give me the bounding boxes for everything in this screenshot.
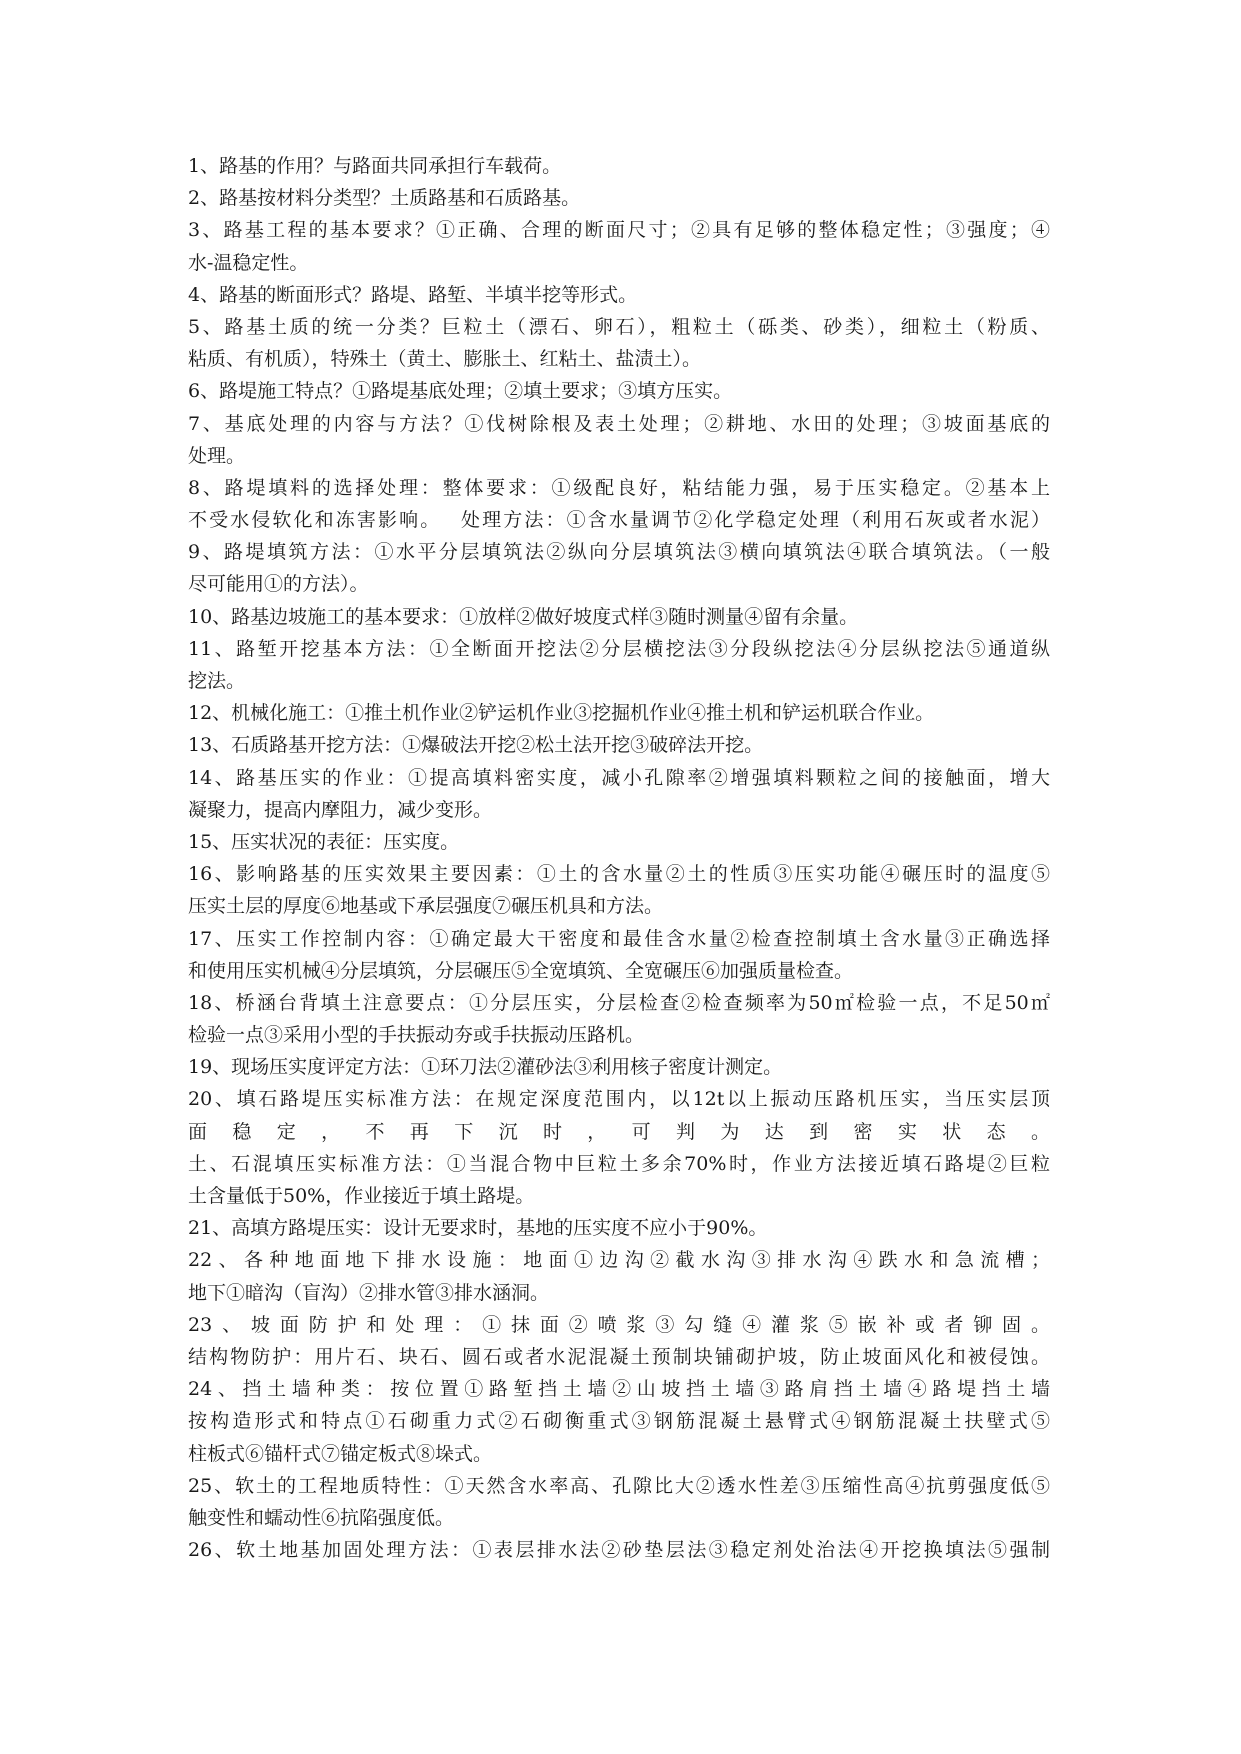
text-line: 压实土层的厚度⑥地基或下承层强度⑦碾压机具和方法。 — [188, 895, 664, 918]
text-line: 和使用压实机械④分层填筑，分层碾压⑤全宽填筑、全宽碾压⑥加强质量检查。 — [188, 959, 854, 982]
text-line: 土、石混填压实标准方法：①当混合物中巨粒土多余70%时，作业方法接近填石路堤②巨粒 — [188, 1152, 1050, 1175]
text-line: 9、路堤填筑方法：①水平分层填筑法②纵向分层填筑法③横向填筑法④联合填筑法。（一般 — [188, 541, 1050, 564]
text-line: 7、基底处理的内容与方法？①伐树除根及表土处理；②耕地、水田的处理；③坡面基底的 — [188, 412, 1050, 435]
text-line: 3、路基工程的基本要求？①正确、合理的断面尺寸；②具有足够的整体稳定性；③强度；④ — [188, 219, 1050, 242]
text-line: 按构造形式和特点①石砌重力式②石砌衡重式③钢筋混凝土悬臂式④钢筋混凝土扶壁式⑤ — [188, 1410, 1050, 1433]
text-line: 19、现场压实度评定方法：①环刀法②灌砂法③利用核子密度计测定。 — [188, 1056, 783, 1079]
text-line: 尽可能用①的方法）。 — [188, 573, 369, 596]
text-line: 6、路堤施工特点？①路堤基底处理；②填土要求；③填方压实。 — [188, 380, 733, 403]
text-line: 柱板式⑥锚杆式⑦锚定板式⑧垛式。 — [188, 1442, 493, 1465]
text-line: 15、压实状况的表征：压实度。 — [188, 830, 460, 853]
text-line: 8、路堤填料的选择处理：整体要求：①级配良好，粘结能力强，易于压实稳定。②基本上 — [188, 476, 1050, 499]
text-line: 17、压实工作控制内容：①确定最大干密度和最佳含水量②检查控制填土含水量③正确选择 — [188, 927, 1050, 950]
text-line: 4、路基的断面形式？路堤、路堑、半填半挖等形式。 — [188, 283, 638, 306]
text-line: 23、坡面防护和处理：①抹面②喷浆③勾缝④灌浆⑤嵌补或者铆固。 — [188, 1313, 1050, 1336]
text-line: 22、各种地面地下排水设施：地面①边沟②截水沟③排水沟④跌水和急流槽； — [188, 1249, 1050, 1272]
text-line: 21、高填方路堤压实：设计无要求时，基地的压实度不应小于90%。 — [188, 1217, 768, 1240]
text-line: 16、影响路基的压实效果主要因素：①土的含水量②土的性质③压实功能④碾压时的温度⑤ — [188, 863, 1050, 886]
text-line: 12、机械化施工：①推土机作业②铲运机作业③挖掘机作业④推土机和铲运机联合作业。 — [188, 702, 935, 725]
text-line: 面 稳 定 ， 不 再 下 沉 时 ， 可 判 为 达 到 密 实 状 态 。 — [188, 1120, 1050, 1143]
document-body — [188, 150, 1050, 1566]
text-line: 14、路基压实的作业：①提高填料密实度，减小孔隙率②增强填料颗粒之间的接触面，增大 — [188, 766, 1050, 789]
text-line: 11、路堑开挖基本方法：①全断面开挖法②分层横挖法③分段纵挖法④分层纵挖法⑤通道纵 — [188, 637, 1050, 660]
text-line: 26、软土地基加固处理方法：①表层排水法②砂垫层法③稳定剂处治法④开挖换填法⑤强制 — [188, 1539, 1050, 1562]
text-line: 处理。 — [188, 444, 246, 467]
text-line: 10、路基边坡施工的基本要求：①放样②做好坡度式样③随时测量④留有余量。 — [188, 605, 859, 628]
text-line: 1、路基的作用？与路面共同承担行车载荷。 — [188, 155, 562, 177]
text-line: 20、填石路堤压实标准方法：在规定深度范围内，以12t以上振动压路机压实，当压实层顶 — [188, 1088, 1050, 1111]
text-line: 土含量低于50%，作业接近于填土路堤。 — [188, 1185, 535, 1207]
text-line: 5、路基土质的统一分类？巨粒土（漂石、卵石），粗粒土（砾类、砂类），细粒土（粉质、 — [188, 315, 1050, 338]
text-line: 24、挡土墙种类：按位置①路堑挡土墙②山坡挡土墙③路肩挡土墙④路堤挡土墙 — [188, 1378, 1050, 1401]
text-line: 检验一点③采用小型的手扶振动夯或手扶振动压路机。 — [188, 1024, 645, 1047]
text-line: 18、桥涵台背填土注意要点：①分层压实，分层检查②检查频率为50㎡检验一点，不足50㎡ — [188, 991, 1050, 1014]
text-line: 挖法。 — [188, 670, 246, 692]
text-line: 粘质、有机质），特殊土（黄土、膨胀土、红粘土、盐渍土）。 — [188, 348, 702, 371]
text-line: 触变性和蠕动性⑥抗陷强度低。 — [188, 1506, 455, 1529]
text-line: 凝聚力，提高内摩阻力，减少变形。 — [188, 798, 493, 821]
text-line: 结构物防护：用片石、块石、圆石或者水泥混凝土预制块铺砌护坡，防止坡面风化和被侵蚀。 — [188, 1345, 1050, 1368]
text-line: 2、路基按材料分类型？土质路基和石质路基。 — [188, 187, 581, 210]
text-line: 地下①暗沟（盲沟）②排水管③排水涵洞。 — [188, 1281, 550, 1304]
text-line: 25、软土的工程地质特性：①天然含水率高、孔隙比大②透水性差③压缩性高④抗剪强度低⑤ — [188, 1474, 1050, 1497]
text-line: 13、石质路基开挖方法：①爆破法开挖②松土法开挖③破碎法开挖。 — [188, 734, 764, 757]
text-line: 水-温稳定性。 — [188, 251, 309, 274]
text-line: 不受水侵软化和冻害影响。 处理方法：①含水量调节②化学稳定处理（利用石灰或者水泥） — [188, 509, 1050, 532]
